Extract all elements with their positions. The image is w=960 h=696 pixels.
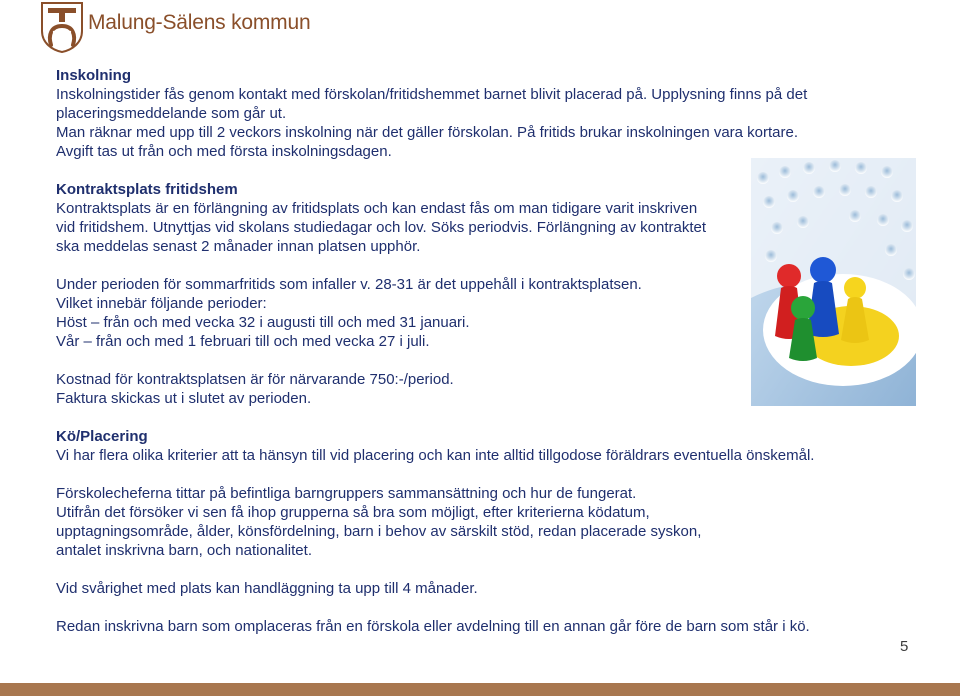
paragraph-line: Vid svårighet med plats kan handläggning ta upp till 4 månader. bbox=[56, 580, 478, 597]
paragraph-line: antalet inskrivna barn, och nationalitet. bbox=[56, 542, 312, 559]
paragraph-line: Vår – från och med 1 februari till och med vecka 27 i juli. bbox=[56, 333, 430, 350]
paragraph-line: placeringsmeddelande som går ut. bbox=[56, 105, 287, 122]
paragraph-line: Avgift tas ut från och med första inskolningsdagen. bbox=[56, 143, 392, 160]
heading-inskolning: Inskolning bbox=[56, 67, 131, 84]
municipality-crest-icon bbox=[40, 1, 84, 53]
paragraph-line: Vi har flera olika kriterier att ta hänsyn till vid placering och kan inte alltid tillgodose föräldrars eventuella önskemål. bbox=[56, 447, 815, 464]
page-number: 5 bbox=[900, 638, 909, 655]
board-game-photo bbox=[751, 158, 916, 406]
paragraph-line: Faktura skickas ut i slutet av perioden. bbox=[56, 390, 312, 407]
paragraph-line: Kostnad för kontraktsplatsen är för närvarande 750:-/period. bbox=[56, 371, 454, 388]
paragraph-line: Under perioden för sommarfritids som infaller v. 28-31 är det uppehåll i kontraktsplatsen. bbox=[56, 276, 642, 293]
paragraph-line: ska meddelas senast 2 månader innan platsen upphör. bbox=[56, 238, 421, 255]
paragraph-line: Inskolningstider fås genom kontakt med förskolan/fritidshemmet barnet blivit placerad på. Upplysning finns på det bbox=[56, 86, 808, 103]
paragraph-line: vid fritidshem. Utnyttjas vid skolans studiedagar och lov. Söks periodvis. Förlängning av kontraktet bbox=[56, 219, 707, 236]
paragraph-line: Höst – från och med vecka 32 i augusti till och med 31 januari. bbox=[56, 314, 470, 331]
paragraph-line: Vilket innebär följande perioder: bbox=[56, 295, 267, 312]
page-header bbox=[38, 0, 358, 56]
paragraph-line: upptagningsområde, ålder, könsfördelning, barn i behov av särskilt stöd, redan placerade syskon, bbox=[56, 523, 702, 540]
heading-ko-placering: Kö/Placering bbox=[56, 428, 148, 445]
municipality-name: Malung-Sälens kommun bbox=[88, 11, 311, 34]
footer-bar bbox=[0, 683, 960, 696]
paragraph-line: Kontraktsplats är en förlängning av fritidsplats och kan endast fås om man tidigare varit inskriven bbox=[56, 200, 698, 217]
heading-kontraktsplats: Kontraktsplats fritidshem bbox=[56, 181, 238, 198]
paragraph-line: Förskolecheferna tittar på befintliga barngruppers sammansättning och hur de fungerat. bbox=[56, 485, 637, 502]
paragraph-line: Utifrån det försöker vi sen få ihop grupperna så bra som möjligt, efter kriterierna ködatum, bbox=[56, 504, 650, 521]
paragraph-line: Man räknar med upp till 2 veckors inskolning när det gäller förskolan. På fritids brukar inskolningen vara kortare. bbox=[56, 124, 799, 141]
paragraph-line: Redan inskrivna barn som omplaceras från en förskola eller avdelning till en annan går före de barn som står i kö. bbox=[56, 618, 810, 635]
